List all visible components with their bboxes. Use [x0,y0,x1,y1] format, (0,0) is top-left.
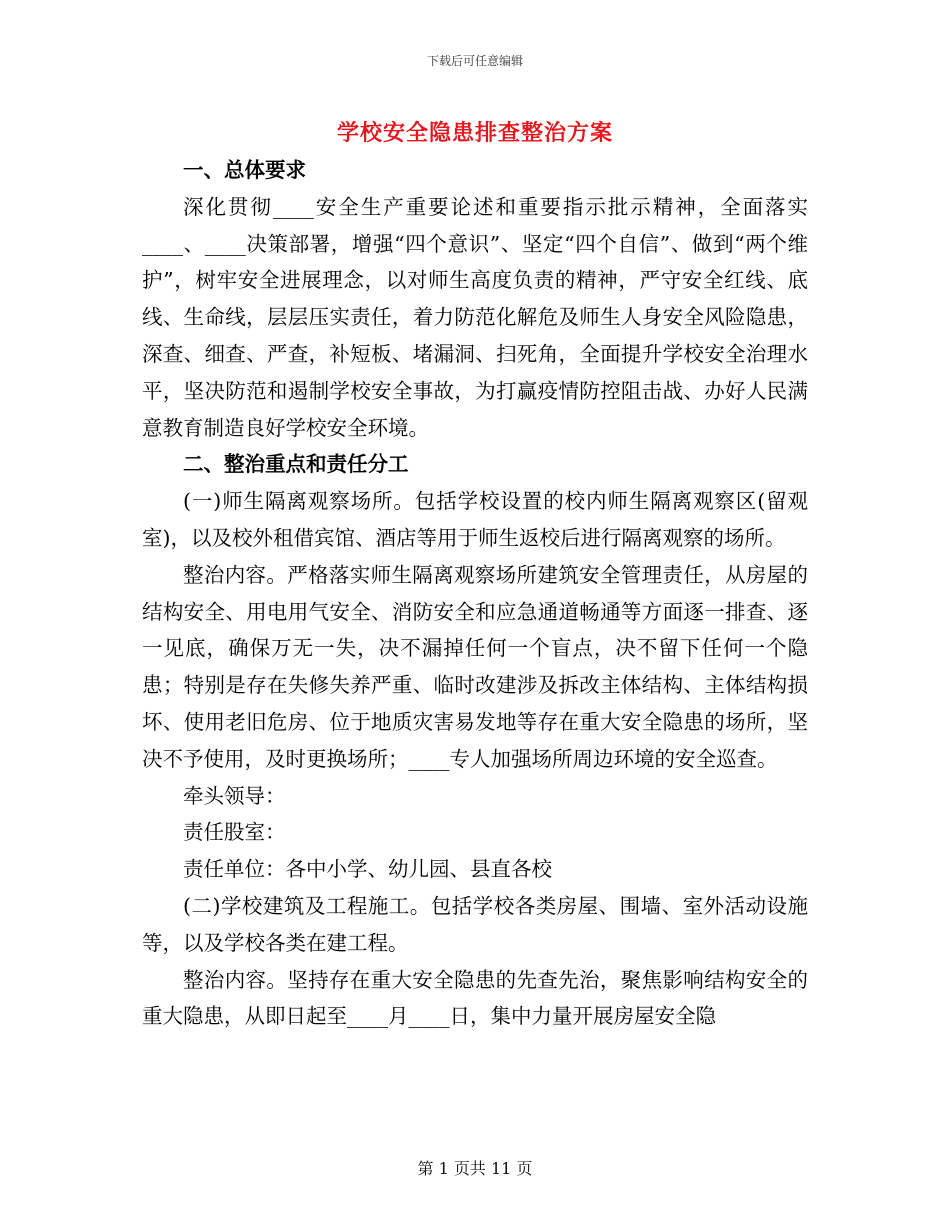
paragraph-lead-leader: 牵头领导： [183,783,286,808]
section-heading-overall-requirements: 一、总体要求 [183,158,306,182]
document-title: 学校安全隐患排查整治方案 [336,120,613,146]
paragraph: 深化贯彻____安全生产重要论述和重要指示批示精神，全面落实____、____决策部署，增强“四个意识”、坚定“四个自信”、做到“两个维护”，树牢安全进展理念，以对师生高度负责的精神，严守安全红线、底线、生命线，层层压实责任，着力防范化解危及师生人身安全风险隐患，深查、细查、严查，补短板、堵漏洞、扫死角，全面提升学校安全治理水平，坚决防范和遏制学校安全事故，为打赢疫情防控阻击战、办好人民满意教育制造良好学校安全环境。 [142,194,808,440]
document-body [142,152,808,1035]
paragraph-responsible-unit: 责任单位：各中小学、幼儿园、县直各校 [183,857,552,882]
paragraph: 整治内容。严格落实师生隔离观察场所建筑安全管理责任，从房屋的结构安全、用电用气安全、消防安全和应急通道畅通等方面逐一排查、逐一见底，确保万无一失，决不漏掉任何一个盲点，决不留下任何一个隐患；特别是存在失修失养严重、临时改建涉及拆改主体结构、主体结构损坏、使用老旧危房、位于地质灾害易发地等存在重大安全隐患的场所，坚决不予使用，及时更换场所；____专人加强场所周边环境的安全巡查。 [142,562,808,771]
paragraph: 整治内容。坚持存在重大安全隐患的先查先治，聚焦影响结构安全的重大隐患，从即日起至____月____日，集中力量开展房屋安全隐 [142,967,808,1029]
paragraph-responsible-office: 责任股室： [183,820,286,845]
section-heading-rectification-focus: 二、整治重点和责任分工 [183,452,409,477]
paragraph: (二)学校建筑及工程施工。包括学校各类房屋、围墙、室外活动设施等，以及学校各类在建工程。 [142,893,808,955]
page-footer: 第 1 页共 11 页 [417,1159,533,1178]
paragraph: (一)师生隔离观察场所。包括学校设置的校内师生隔离观察区(留观室)，以及校外租借宾馆、酒店等用于师生返校后进行隔离观察的场所。 [142,489,808,550]
page-header: 下载后可任意编辑 [426,54,523,68]
